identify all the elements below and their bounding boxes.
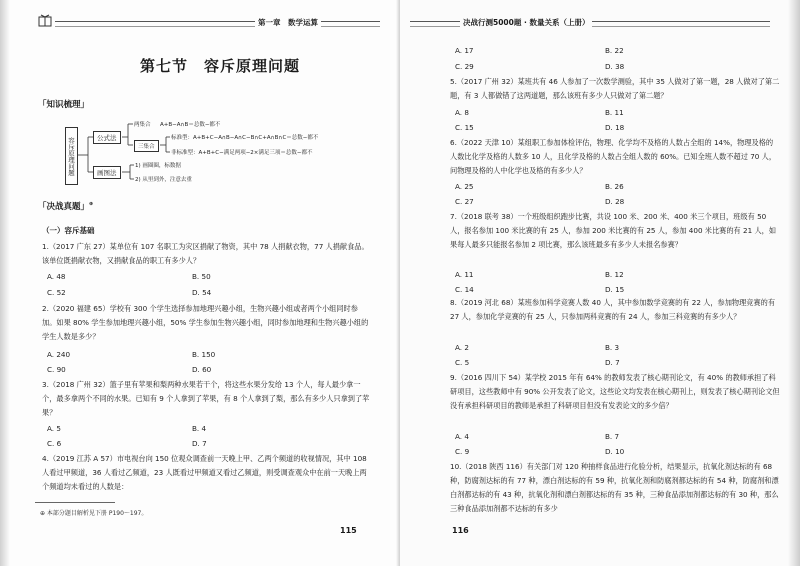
footnote: ⊕ 本部分题目解析见下册 P190～197。 (40, 510, 148, 517)
practice-heading: 「决战真题」⊕ (38, 201, 94, 212)
standard-type-formula: 标准型：A+B+C−A∩B−A∩C−B∩C+A∩B∩C＝总数−都不 (171, 135, 319, 141)
two-sets-label: 两集合 (134, 122, 151, 128)
option: A. 17 (455, 46, 474, 55)
option: C. 14 (455, 285, 474, 294)
question-4: 4.（2019 江苏 A 57）市电视台向 150 位观众调查前一天晚上甲、乙两个频道的收视情况，其中 108 人看过甲频道，36 人看过乙频道，23 人既看过甲频道又看过乙频道，则受调查观众中在前一天晚上两个频道均未看过的人数是： (42, 454, 367, 491)
diagram-step-1: 1) 画圈圈，标数据 (135, 163, 181, 169)
formula-method-box: 公式法 (93, 131, 121, 144)
sub-heading: （一）容斥基础 (42, 226, 95, 235)
page-number-right: 116 (452, 526, 469, 535)
option: A. 48 (47, 272, 66, 281)
page-number-left: 115 (340, 526, 357, 535)
option: A. 5 (47, 424, 61, 433)
chapter-header: 第一章 数学运算 (255, 17, 321, 28)
question-6: 6.（2022 天津 10）某组职工参加体检评估，物理、化学均不及格的人数占全组的 14%，物理及格的人数比化学及格的人数多 10 人，且化学及格的人数占全组人数的 60%。已知全班人数不超过 70 人，问物理及格的人中化学也及格的有多少人？ (450, 138, 777, 175)
question-3: 3.（2018 广州 32）篮子里有苹果和梨两种水果若干个，将这些水果分发给 13 个人，每人最少拿一个，最多拿两个不同的水果。已知有 9 个人拿到了苹果，有 8 个人拿到了梨，那么有多少人只拿到了苹果？ (42, 380, 370, 417)
option: A. 240 (47, 350, 71, 359)
option: D. 15 (605, 285, 625, 294)
option: D. 7 (605, 358, 620, 367)
diagram-step-2: 2) 从里到外，注意去重 (135, 177, 192, 183)
option: A. 2 (455, 343, 469, 352)
diagram-method-box: 画图法 (93, 166, 121, 179)
option: C. 6 (47, 439, 62, 448)
option: A. 11 (455, 270, 474, 279)
option: D. 18 (605, 123, 625, 132)
option: C. 9 (455, 447, 470, 456)
book-header: 决战行测5000题 · 数量关系（上册） (460, 17, 592, 28)
header-rule (55, 21, 380, 27)
knowledge-diagram (60, 115, 350, 190)
question-9: 9.（2016 四川下 54）某学校 2015 年有 64% 的教师发表了核心期刊论文，有 40% 的教师承担了科研项目，这些教师中有 90% 公开发表了论文，这些论文均发表在核心期刊上，则发表了核心期刊论文但没有承担科研项目的教师是承担了科研项目但没有发表论文的多少倍？ (450, 373, 780, 410)
option: B. 11 (605, 108, 624, 117)
question-1: 1.（2017 广东 27）某单位有 107 名职工为灾区捐献了物资，其中 78 人捐献衣物，77 人捐献食品。该单位既捐献衣物，又捐献食品的职工有多少人？ (42, 242, 369, 265)
two-sets-formula: A+B−A∩B＝总数−都不 (160, 122, 221, 128)
option: B. 12 (605, 270, 624, 279)
option: A. 25 (455, 182, 474, 191)
option: D. 38 (605, 62, 625, 71)
option: D. 54 (192, 288, 212, 297)
question-7: 7.（2018 联考 38）一个班级组织跑步比赛，共设 100 米、200 米、400 米三个项目，班级有 50 人，报名参加 100 米比赛的有 25 人，参加 200 米比赛的有 25 人，参加 400 米比赛的有 21 人，如果每人最多只能报名参加 2 项比赛，那么该班最多有多少人未报名参赛？ (450, 212, 777, 249)
question-8: 8.（2019 河北 68）某班参加科学竞赛人数 40 人，其中参加数学竞赛的有 22 人，参加物理竞赛的有 27 人，参加化学竞赛的有 25 人，只参加两科竞赛的有 24 人，参加三科竞赛的有多少人？ (450, 298, 776, 321)
right-page (400, 0, 800, 566)
option: C. 27 (455, 197, 474, 206)
option: B. 50 (192, 272, 211, 281)
option: C. 90 (47, 365, 66, 374)
option: D. 7 (192, 439, 207, 448)
question-5: 5.（2017 广州 32）某班共有 46 人参加了一次数学测验，其中 35 人做对了第一题，28 人做对了第二题，有 3 人都做错了这两道题，那么该班有多少人只做对了第二题？ (450, 77, 780, 100)
question-2: 2.（2020 福建 65）学校有 300 个学生选择参加地理兴趣小组，生物兴趣小组或者两个小组同时参加。如果 80% 学生参加地理兴趣小组，50% 学生参加生物兴趣小组，同时参加地理和生物兴趣小组的学生人数是多少？ (42, 304, 369, 341)
option: B. 26 (605, 182, 624, 191)
diagram-root: 容斥原理问题 (65, 127, 78, 185)
question-10: 10.（2018 陕西 116）有关部门对 120 种抽样食品进行化验分析，结果显示，抗氧化剂达标的有 68 种，防腐剂达标的有 77 种，漂白剂达标的有 59 种，抗氧化剂和防腐剂都达标的有 54 种，防腐剂和漂白剂都达标的有 43 种，抗氧化剂和漂白剂都达标的有 35 种，三种食品添加剂都达标的有 30 种，那么三种食品添加剂都不达标的有多少 (450, 462, 779, 513)
option: C. 5 (455, 358, 470, 367)
option: D. 60 (192, 365, 212, 374)
option: D. 28 (605, 197, 625, 206)
option: B. 3 (605, 343, 620, 352)
option: C. 29 (455, 62, 474, 71)
three-sets-box: 三集合 (134, 140, 159, 152)
option: C. 52 (47, 288, 66, 297)
option: A. 8 (455, 108, 469, 117)
nonstandard-type-formula: 非标准型：A+B+C−满足两项−2×满足三项＝总数−都不 (171, 150, 313, 156)
book-icon (38, 14, 52, 28)
option: B. 22 (605, 46, 624, 55)
option: A. 4 (455, 432, 469, 441)
section-title: 第七节 容斥原理问题 (140, 57, 301, 75)
option: B. 4 (192, 424, 207, 433)
option: C. 15 (455, 123, 474, 132)
footnote-rule (35, 502, 115, 503)
option: D. 10 (605, 447, 625, 456)
knowledge-heading: 「知识梳理」 (38, 100, 90, 110)
option: B. 7 (605, 432, 620, 441)
option: B. 150 (192, 350, 216, 359)
